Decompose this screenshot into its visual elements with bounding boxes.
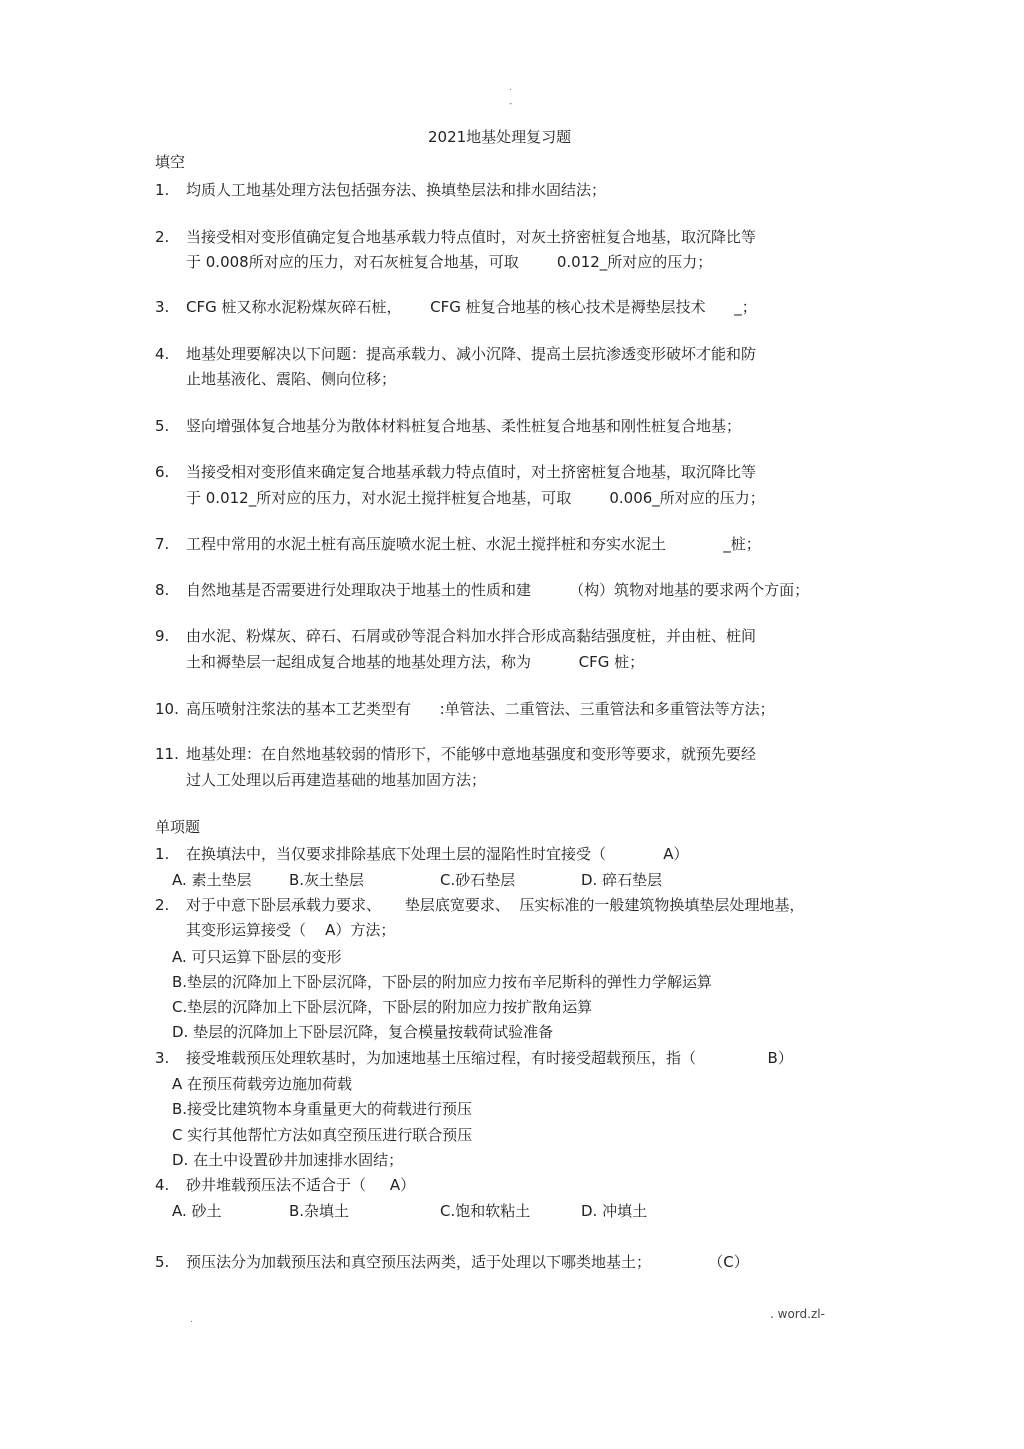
item-number: 7. [155, 535, 170, 553]
item-number: 3. [155, 298, 170, 316]
item-text-line2: 于 0.008所对应的压力，对石灰桩复合地基，可取 0.012_所对应的压力； [186, 253, 713, 271]
header-dash-mark: - [509, 99, 513, 109]
option-b: B.灰土垫层 [289, 871, 365, 889]
item-text: 由水泥、粉煤灰、碎石、石屑或砂等混合料加水拌合形成高黏结强度桩，并由桩、桩间 [186, 627, 757, 645]
question-text: 在换填法中，当仅要求排除基底下处理土层的湿陷性时宜接受（ A） [186, 845, 689, 863]
footer-watermark-text: . word.zl- [770, 1307, 825, 1321]
option-a: A. 砂土 [172, 1202, 222, 1220]
item-number: 10. [155, 700, 179, 718]
option-a: A. 可只运算下卧层的变形 [172, 948, 342, 966]
option-d: D. 在土中设置砂井加速排水固结； [172, 1151, 404, 1169]
question-number: 5. [155, 1253, 170, 1271]
option-b: B.接受比建筑物本身重量更大的荷载进行预压 [172, 1100, 473, 1118]
option-b: B.杂填土 [289, 1202, 350, 1220]
item-number: 8. [155, 581, 170, 599]
item-number: 1. [155, 181, 170, 199]
item-text: 自然地基是否需要进行处理取决于地基土的性质和建 （构）筑物对地基的要求两个方面； [186, 581, 810, 599]
option-a: A. 素土垫层 [172, 871, 252, 889]
option-c: C.砂石垫层 [440, 871, 516, 889]
question-text-line2: 其变形运算接受（ A）方法； [186, 921, 396, 939]
item-text: 竖向增强体复合地基分为散体材料桩复合地基、柔性桩复合地基和刚性桩复合地基； [186, 417, 742, 435]
option-d: D. 垫层的沉降加上下卧层沉降，复合模量按载荷试验准备 [172, 1023, 554, 1041]
footer-dot-mark: . [190, 1315, 193, 1325]
option-d: D. 碎石垫层 [581, 871, 663, 889]
header-dot-mark: . [509, 83, 512, 93]
item-text-line2: 于 0.012_所对应的压力，对水泥土搅拌桩复合地基，可取 0.006_所对应的压力； [186, 489, 765, 507]
item-text: 均质人工地基处理方法包括强夯法、换填垫层法和排水固结法； [186, 181, 607, 199]
option-c: C 实行其他帮忙方法如真空预压进行联合预压 [172, 1126, 473, 1144]
section-heading-fill: 填空 [155, 153, 186, 171]
question-number: 4. [155, 1176, 170, 1194]
item-text: 工程中常用的水泥土桩有高压旋喷水泥土桩、水泥土搅拌桩和夯实水泥土 _桩； [186, 535, 761, 553]
item-text: 当接受相对变形值确定复合地基承载力特点值时，对灰土挤密桩复合地基，取沉降比等 [186, 228, 757, 246]
section-heading-single: 单项题 [155, 818, 201, 836]
question-text: 预压法分为加载预压法和真空预压法两类，适于处理以下哪类地基土； （C） [186, 1253, 749, 1271]
item-number: 11. [155, 745, 179, 763]
item-text-line2: 止地基液化、震陷、侧向位移； [186, 370, 397, 388]
item-text: 当接受相对变形值来确定复合地基承载力特点值时，对土挤密桩复合地基，取沉降比等 [186, 463, 757, 481]
item-text: 地基处理要解决以下问题：提高承载力、减小沉降、提高土层抗渗透变形破坏才能和防 [186, 345, 757, 363]
option-d: D. 冲填土 [581, 1202, 648, 1220]
question-number: 3. [155, 1049, 170, 1067]
question-text: 砂井堆载预压法不适合于（ A） [186, 1176, 416, 1194]
item-number: 6. [155, 463, 170, 481]
item-text: 地基处理：在自然地基较弱的情形下，不能够中意地基强度和变形等要求，就预先要经 [186, 745, 757, 763]
question-text: 对于中意下卧层承载力要求、 垫层底宽要求、 压实标准的一般建筑物换填垫层处理地基， [186, 896, 805, 914]
option-b: B.垫层的沉降加上下卧层沉降，下卧层的附加应力按布辛尼斯科的弹性力学解运算 [172, 973, 713, 991]
page-title: 2021地基处理复习题 [428, 128, 572, 146]
item-number: 9. [155, 627, 170, 645]
question-number: 1. [155, 845, 170, 863]
item-text: 高压喷射注浆法的基本工艺类型有 :单管法、二重管法、三重管法和多重管法等方法； [186, 700, 775, 718]
item-text-line2: 土和褥垫层一起组成复合地基的地基处理方法，称为 CFG 桩； [186, 653, 645, 671]
option-a: A 在预压荷载旁边施加荷载 [172, 1075, 353, 1093]
option-c: C.饱和软粘土 [440, 1202, 531, 1220]
item-text-line2: 过人工处理以后再建造基础的地基加固方法； [186, 771, 487, 789]
item-number: 4. [155, 345, 170, 363]
item-number: 5. [155, 417, 170, 435]
question-text: 接受堆载预压处理软基时，为加速地基土压缩过程，有时接受超载预压，指（ B） [186, 1049, 793, 1067]
question-number: 2. [155, 896, 170, 914]
option-c: C.垫层的沉降加上下卧层沉降，下卧层的附加应力按扩散角运算 [172, 998, 593, 1016]
item-number: 2. [155, 228, 170, 246]
item-text: CFG 桩又称水泥粉煤灰碎石桩， CFG 桩复合地基的核心技术是褥垫层技术 _； [186, 298, 757, 316]
